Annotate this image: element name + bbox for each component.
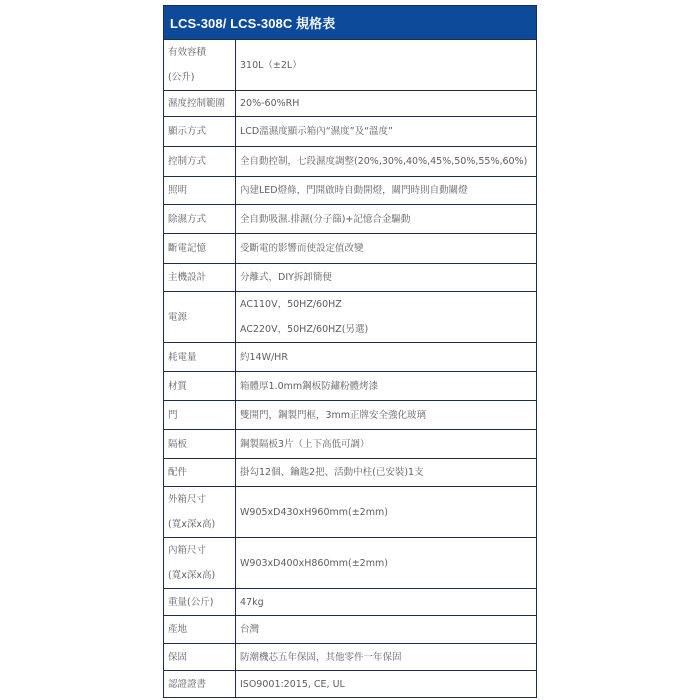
spec-label: 外箱尺寸	[168, 494, 207, 505]
spec-label-cell	[164, 343, 236, 372]
spec-label-cell	[164, 671, 236, 698]
spec-label: (公升)	[168, 72, 195, 83]
spec-label-cell	[164, 234, 236, 264]
spec-label: 認證證書	[168, 678, 207, 690]
table-row	[164, 264, 537, 292]
spec-label-cell	[164, 264, 236, 292]
table-header-row	[164, 6, 537, 40]
spec-label: 除濕方式	[168, 213, 207, 225]
table-row	[164, 671, 537, 698]
spec-label-cell	[164, 91, 236, 117]
spec-label-cell	[164, 117, 236, 147]
table-row	[164, 205, 537, 234]
spec-value: 受斷電的影響而使設定值改變	[240, 243, 364, 254]
table-row	[164, 538, 537, 589]
spec-label-cell	[164, 487, 236, 538]
spec-value-cell	[236, 538, 537, 589]
spec-value: AC220V，50HZ/60HZ(另選)	[240, 324, 369, 335]
spec-label: 保固	[168, 651, 188, 663]
table-row	[164, 430, 537, 459]
table-row	[164, 234, 537, 264]
spec-label-cell	[164, 177, 236, 205]
spec-value: LCD溫濕度顯示箱內“濕度”及“溫度”	[240, 126, 393, 137]
spec-value-cell	[236, 117, 537, 147]
table-row	[164, 91, 537, 117]
spec-value: 全自動控制，七段濕度調整(20%,30%,40%,45%,50%,55%,60%)	[240, 156, 528, 167]
spec-label: 電源	[168, 311, 188, 323]
spec-label: 濕度控制範圍	[168, 98, 226, 109]
spec-value: W903xD400xH860mm(±2mm)	[240, 557, 388, 569]
spec-label: 配件	[168, 467, 188, 478]
spec-value-cell	[236, 459, 537, 487]
spec-value: 防潮機芯五年保固，其他零件一年保固	[240, 651, 402, 663]
spec-value-cell	[236, 264, 537, 292]
table-row	[164, 589, 537, 616]
spec-label-cell	[164, 616, 236, 644]
spec-value-cell	[236, 343, 537, 372]
spec-label-cell	[164, 538, 236, 589]
spec-label-cell	[164, 205, 236, 234]
spec-label: 內箱尺寸	[168, 545, 207, 556]
spec-label: (寬x深x高)	[168, 570, 216, 581]
spec-value: 47kg	[240, 596, 264, 608]
spec-label: 隔板	[168, 438, 188, 450]
spec-label-cell	[164, 430, 236, 459]
spec-label: 產地	[168, 624, 188, 635]
table-row	[164, 487, 537, 538]
table-row	[164, 147, 537, 177]
table-body	[164, 40, 537, 698]
spec-label: 有效容積	[168, 47, 207, 58]
spec-label-cell	[164, 292, 236, 343]
spec-table	[163, 5, 537, 698]
spec-value: 掛勾12個、鑰匙2把、活動中柱(已安裝)1支	[240, 467, 424, 478]
spec-value: 分離式，DIY拆卸簡便	[240, 272, 332, 283]
spec-label: 材質	[168, 380, 188, 392]
spec-value: 箱體厚1.0mm鋼板防鏽粉體烤漆	[240, 380, 379, 392]
table-row	[164, 616, 537, 644]
spec-label: 照明	[168, 185, 188, 196]
spec-value-cell	[236, 372, 537, 401]
table-row	[164, 40, 537, 91]
spec-value-cell	[236, 644, 537, 671]
spec-label: 控制方式	[168, 156, 207, 167]
spec-value-cell	[236, 292, 537, 343]
spec-label: (寬x深x高)	[168, 519, 216, 530]
spec-label-cell	[164, 147, 236, 177]
table-row	[164, 343, 537, 372]
spec-value: 內建LED燈條，門開啟時自動開燈，關門時則自動關燈	[240, 185, 468, 196]
spec-value-cell	[236, 616, 537, 644]
spec-label-cell	[164, 401, 236, 430]
table-row	[164, 292, 537, 343]
table-row	[164, 117, 537, 147]
spec-value: 全自動吸濕.排濕(分子篩)+記憶合金驅動	[240, 213, 411, 225]
spec-value-cell	[236, 205, 537, 234]
spec-value-cell	[236, 401, 537, 430]
spec-table-container	[163, 5, 536, 698]
spec-label-cell	[164, 372, 236, 401]
spec-label: 顯示方式	[168, 126, 207, 137]
table-row	[164, 372, 537, 401]
spec-label: 門	[168, 409, 178, 421]
spec-value-cell	[236, 91, 537, 117]
spec-value-cell	[236, 589, 537, 616]
spec-value: W905xD430xH960mm(±2mm)	[240, 506, 388, 518]
spec-value-cell	[236, 40, 537, 91]
spec-value-cell	[236, 430, 537, 459]
spec-value: ISO9001:2015, CE, UL	[240, 678, 345, 690]
spec-label: 斷電記憶	[168, 243, 207, 254]
table-row	[164, 644, 537, 671]
table-title: LCS-308/ LCS-308C 規格表	[164, 6, 537, 40]
spec-value: 310L（±2L）	[240, 59, 302, 71]
spec-value-cell	[236, 177, 537, 205]
spec-label: 重量(公斤)	[168, 596, 214, 608]
spec-value: 雙開門，鋼製門框，3mm正牌安全強化玻璃	[240, 409, 427, 421]
spec-label-cell	[164, 459, 236, 487]
table-row	[164, 401, 537, 430]
spec-label: 耗電量	[168, 351, 197, 363]
spec-label-cell	[164, 589, 236, 616]
table-row	[164, 459, 537, 487]
spec-label: 主機設計	[168, 272, 207, 283]
table-row	[164, 177, 537, 205]
spec-value: 台灣	[240, 624, 260, 635]
spec-label-cell	[164, 644, 236, 671]
spec-value: AC110V，50HZ/60HZ	[240, 299, 342, 310]
spec-value: 20%-60%RH	[240, 98, 300, 109]
spec-value-cell	[236, 147, 537, 177]
spec-value-cell	[236, 487, 537, 538]
spec-value-cell	[236, 234, 537, 264]
spec-value: 鋼製隔板3片（上下高低可調）	[240, 438, 370, 450]
spec-value-cell	[236, 671, 537, 698]
spec-label-cell	[164, 40, 236, 91]
spec-value: 約14W/HR	[240, 351, 288, 363]
